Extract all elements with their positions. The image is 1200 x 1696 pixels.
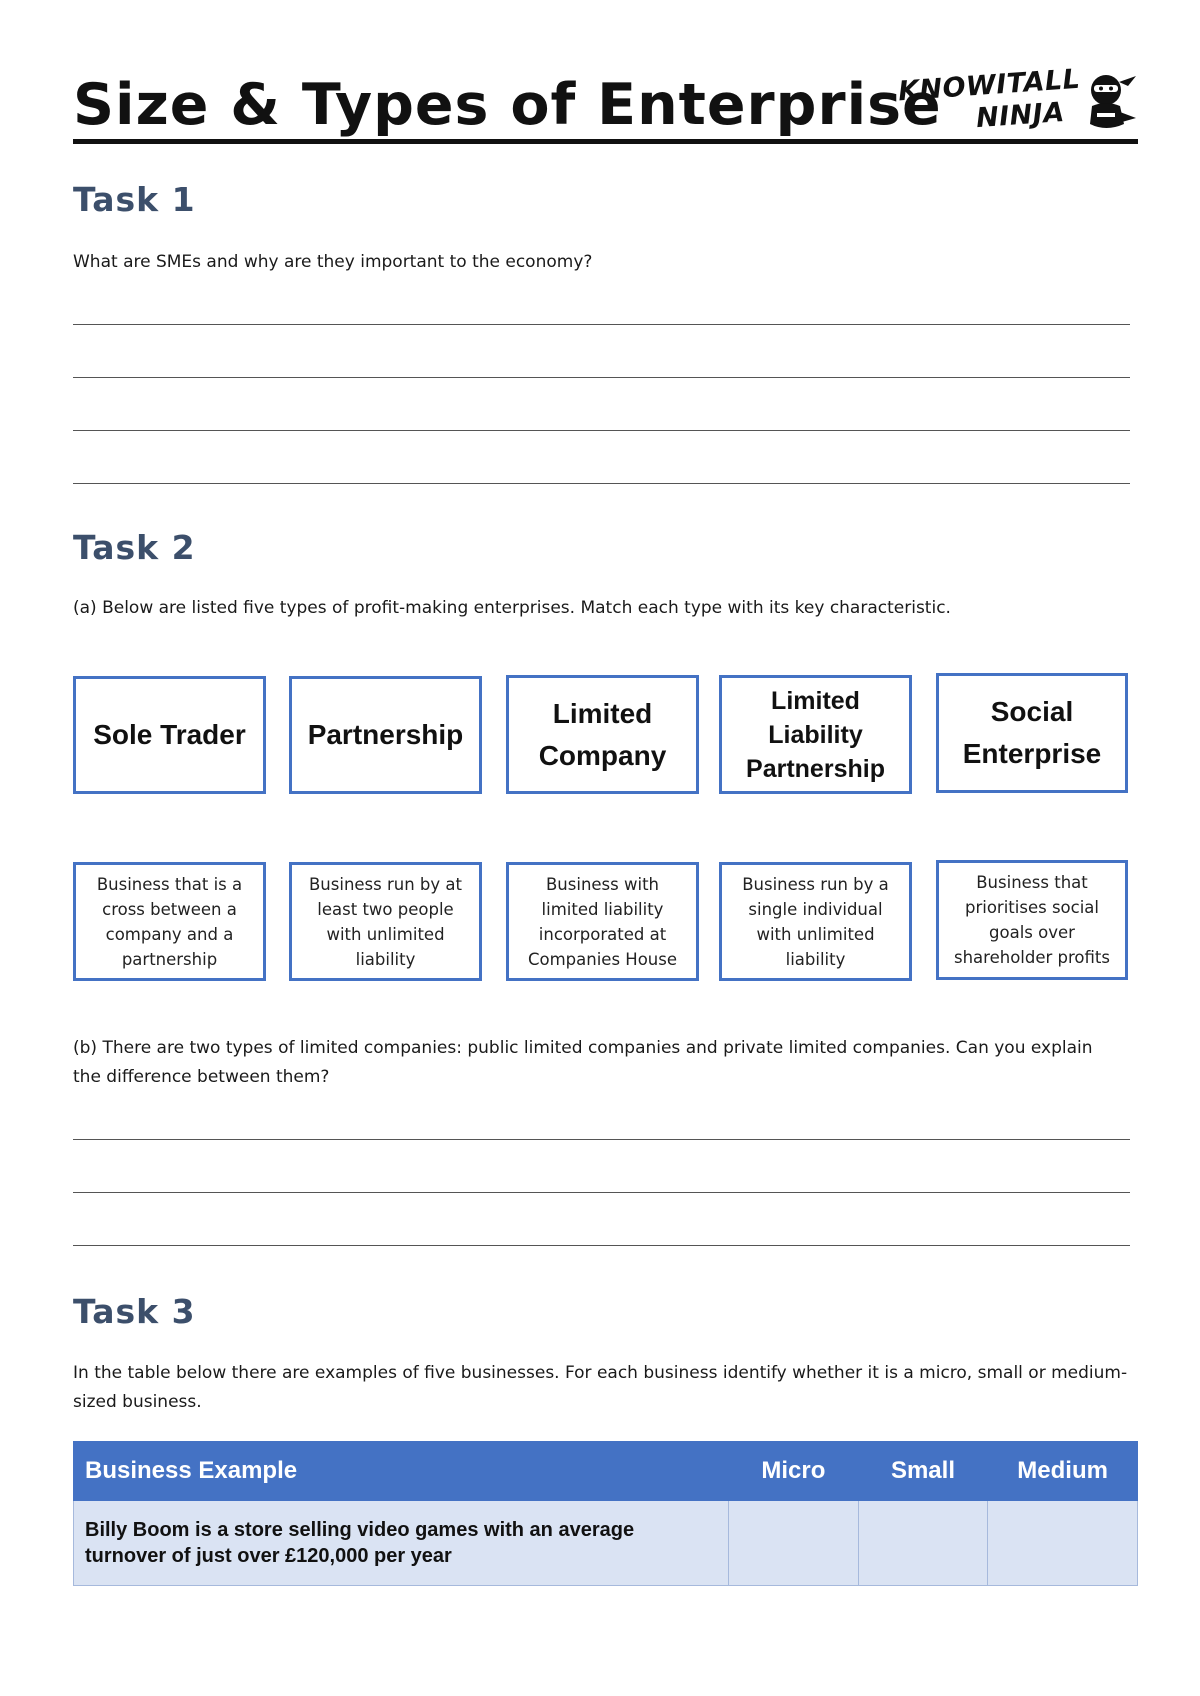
ninja-icon [1082, 72, 1138, 134]
task2-answer-line-3[interactable] [73, 1245, 1130, 1246]
type-box-limited-liability-partnership[interactable]: Limited Liability Partnership [719, 675, 912, 794]
type-box-sole-trader[interactable]: Sole Trader [73, 676, 266, 794]
logo-text-line1: KNOWITALL [897, 63, 1082, 108]
task1-question: What are SMEs and why are they important to the economy? [73, 252, 593, 272]
task1-answer-line-1[interactable] [73, 324, 1130, 325]
header-medium: Medium [988, 1442, 1138, 1501]
business-size-table [73, 1441, 1138, 1586]
table-header-row [74, 1442, 1138, 1501]
task2-part-a-instructions: (a) Below are listed five types of profit-making enterprises. Match each type with its key characteristic. [73, 598, 951, 618]
header-small: Small [858, 1442, 988, 1501]
characteristic-box-1[interactable]: Business that is a cross between a company and a partnership [73, 862, 266, 981]
characteristic-box-5[interactable]: Business that prioritises social goals over shareholder profits [936, 860, 1128, 980]
header-micro: Micro [729, 1442, 859, 1501]
task1-answer-line-4[interactable] [73, 483, 1130, 484]
type-box-partnership[interactable]: Partnership [289, 676, 482, 794]
task2-answer-line-1[interactable] [73, 1139, 1130, 1140]
task1-heading: Task 1 [73, 180, 196, 219]
task3-instructions: In the table below there are examples of five businesses. For each business identify whether it is a micro, small or medium-sized business. [73, 1363, 1128, 1412]
task2-heading: Task 2 [73, 528, 196, 567]
task1-answer-line-2[interactable] [73, 377, 1130, 378]
header-business-example: Business Example [74, 1442, 729, 1501]
table-row [74, 1501, 1138, 1586]
worksheet-page [73, 0, 1138, 1696]
characteristic-box-3[interactable]: Business with limited liability incorporated at Companies House [506, 862, 699, 981]
type-box-limited-company[interactable]: Limited Company [506, 675, 699, 794]
small-answer-cell[interactable] [858, 1501, 988, 1586]
medium-answer-cell[interactable] [988, 1501, 1138, 1586]
characteristic-box-2[interactable]: Business run by at least two people with unlimited liability [289, 862, 482, 981]
task3-heading: Task 3 [73, 1292, 196, 1331]
knowitall-ninja-logo [897, 63, 1138, 140]
task1-answer-line-3[interactable] [73, 430, 1130, 431]
task2-answer-line-2[interactable] [73, 1192, 1130, 1193]
task2-part-b-question: (b) There are two types of limited companies: public limited companies and private limited companies. Can you explain the difference between them? [73, 1038, 1093, 1087]
title-underline [73, 139, 1138, 144]
micro-answer-cell[interactable] [729, 1501, 859, 1586]
type-box-social-enterprise[interactable]: Social Enterprise [936, 673, 1128, 793]
characteristic-box-4[interactable]: Business run by a single individual with unlimited liability [719, 862, 912, 981]
business-example-cell: Billy Boom is a store selling video games with an average turnover of just over £120,000 per year [74, 1501, 729, 1586]
page-title: Size & Types of Enterprise [73, 72, 942, 138]
logo-text-line2: NINJA [975, 96, 1066, 135]
